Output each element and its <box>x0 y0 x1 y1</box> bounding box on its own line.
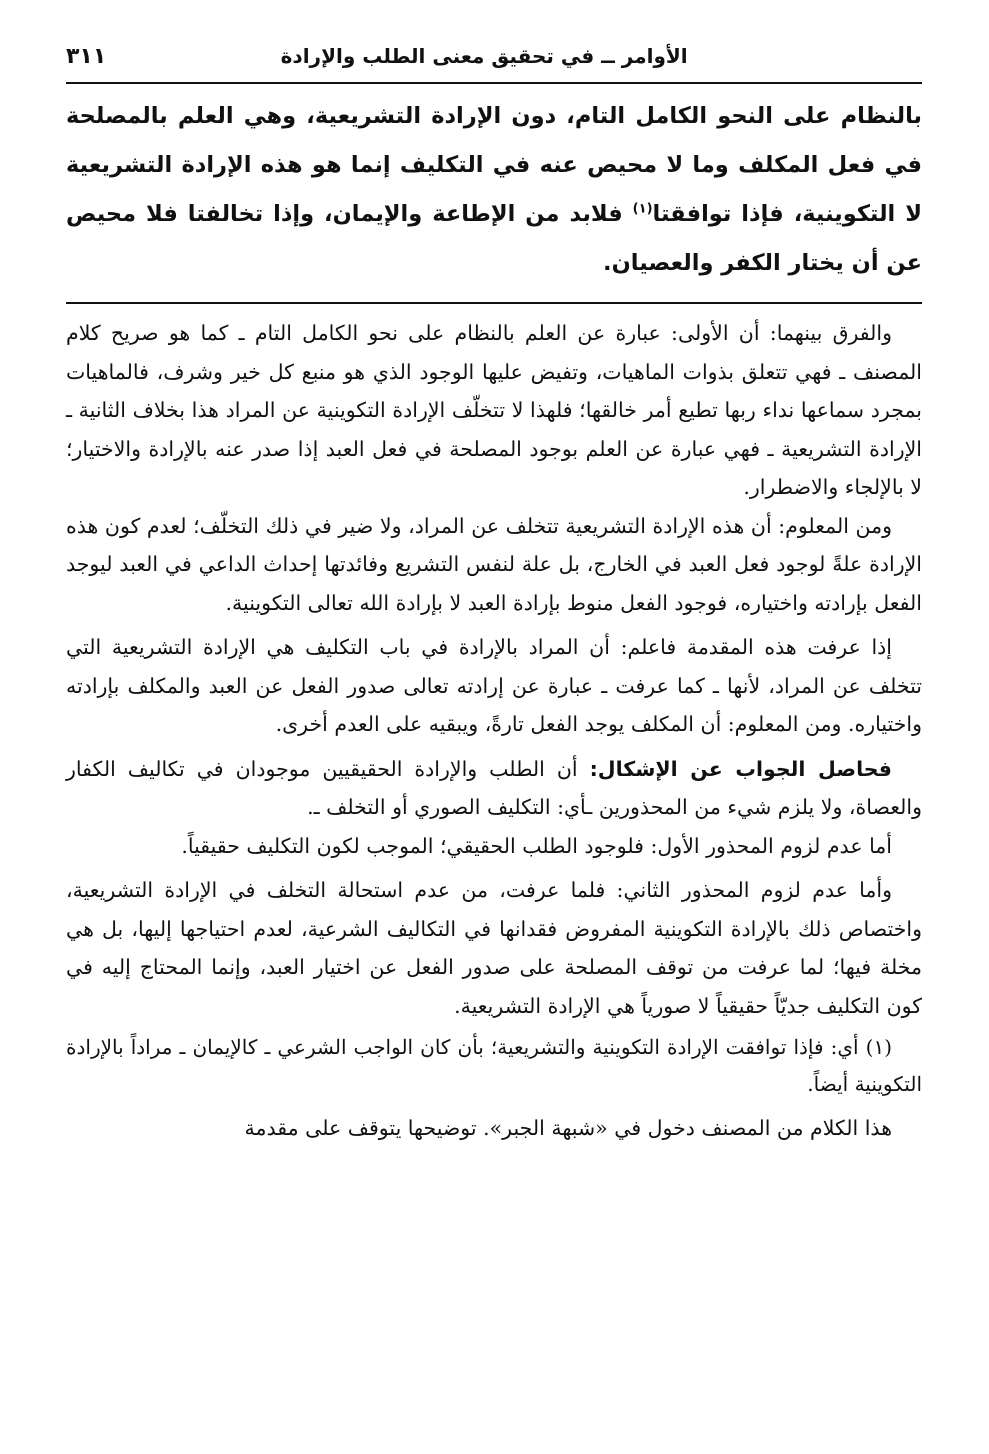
commentary-paragraph: والفرق بينهما: أن الأولى: عبارة عن العلم بالنظام على نحو الكامل التام ـ كما هو صريح كلام المصنف ـ فهي تتعلق بذوات الماهيات، وتفيض عليها الوجود الذي هو منبع كل خير وشرف، فالماهيات بمجرد سماعها نداء ربها تطيع أمر خالقها؛ فلهذا لا تتخلّف الإرادة التكوينية عن المراد هذا بخلاف الثانية ـ الإرادة التشريعية ـ فهي عبارة عن العلم بوجود المصلحة في فعل العبد إذا صدر عنه بالإرادة والاختيار؛ لا بالإلجاء والاضطرار. <box>66 321 922 499</box>
footnote-text: أي: فإذا توافقت الإرادة التكوينية والتشريعية؛ بأن كان الواجب الشرعي ـ كالإيمان ـ مراداً بالإرادة التكوينية أيضاً. <box>66 1035 922 1096</box>
commentary-paragraph: إذا عرفت هذه المقدمة فاعلم: أن المراد بالإرادة في باب التكليف هي الإرادة التشريعية التي تتخلف عن المراد، لأنها ـ كما عرفت ـ عبارة عن إرادته تعالى صدور الفعل عن العبد والمكلف بإرادته واختياره. ومن المعلوم: أن المكلف يوجد الفعل تارةً، ويبقيه على العدم أخرى. <box>66 635 922 736</box>
section-divider <box>66 302 922 304</box>
commentary-paragraph: هذا الكلام من المصنف دخول في «شبهة الجبر». توضيحها يتوقف على مقدمة <box>244 1116 892 1140</box>
quoted-text-block <box>66 92 922 288</box>
commentary-paragraph: ومن المعلوم: أن هذه الإرادة التشريعية تتخلف عن المراد، ولا ضير في ذلك التخلّف؛ لعدم كون هذه الإرادة علةً لوجود فعل العبد في الخارج، بل علة لنفس التشريع وفائدتها إحداث الداعي في العبد ليوجد الفعل بإرادته واختياره، فوجود الفعل منوط بإرادة العبد لا بإرادة الله تعالى التكوينية. <box>66 513 922 615</box>
book-page <box>66 30 922 1430</box>
running-title: الأوامر ــ في تحقيق معنى الطلب والإرادة <box>280 44 688 68</box>
footnote <box>66 1029 922 1103</box>
answer-lead: فحاصل الجواب عن الإشكال: <box>589 756 892 781</box>
commentary-paragraph: أما عدم لزوم المحذور الأول: فلوجود الطلب الحقيقي؛ الموجب لكون التكليف حقيقياً. <box>181 833 892 858</box>
quote-text-part-1: بالنظام على النحو الكامل التام، دون الإرادة التشريعية، وهي العلم بالمصلحة في فعل المكلف وما لا محيص عنه في التكليف إنما هو هذه الإرادة التشريعية لا التكوينية، فإذا توافقتا <box>66 103 922 227</box>
answer-paragraph <box>66 750 922 827</box>
answer-text: أن الطلب والإرادة الحقيقيين موجودان في تكاليف الكفار والعصاة، ولا يلزم شيء من المحذورين ـأي: التكليف الصوري أو التخلف ـ. <box>66 756 922 819</box>
page-number: ٣١١ <box>66 43 107 69</box>
footnote-reference: (١) <box>632 201 653 217</box>
quote-text-part-2: فلابد من الإطاعة والإيمان، وإذا تخالفتا فلا محيص عن أن يختار الكفر والعصيان. <box>66 201 922 276</box>
page-header <box>66 30 922 84</box>
footnote-mark: (١) <box>865 1035 893 1059</box>
commentary-paragraph: وأما عدم لزوم المحذور الثاني: فلما عرفت، من عدم استحالة التخلف في الإرادة التشريعية، واختصاص ذلك بالإرادة التكوينية المفروض فقدانها في التكاليف الشرعية، لعدم احتياجها إليها، بل هي مخلة فيها؛ لما عرفت من توقف المصلحة على صدور الفعل عن اختيار العبد، وإنما المحتاج إليه في كون التكليف جديّاً حقيقياً لا صورياً هي الإرادة التشريعية. <box>66 878 922 1018</box>
